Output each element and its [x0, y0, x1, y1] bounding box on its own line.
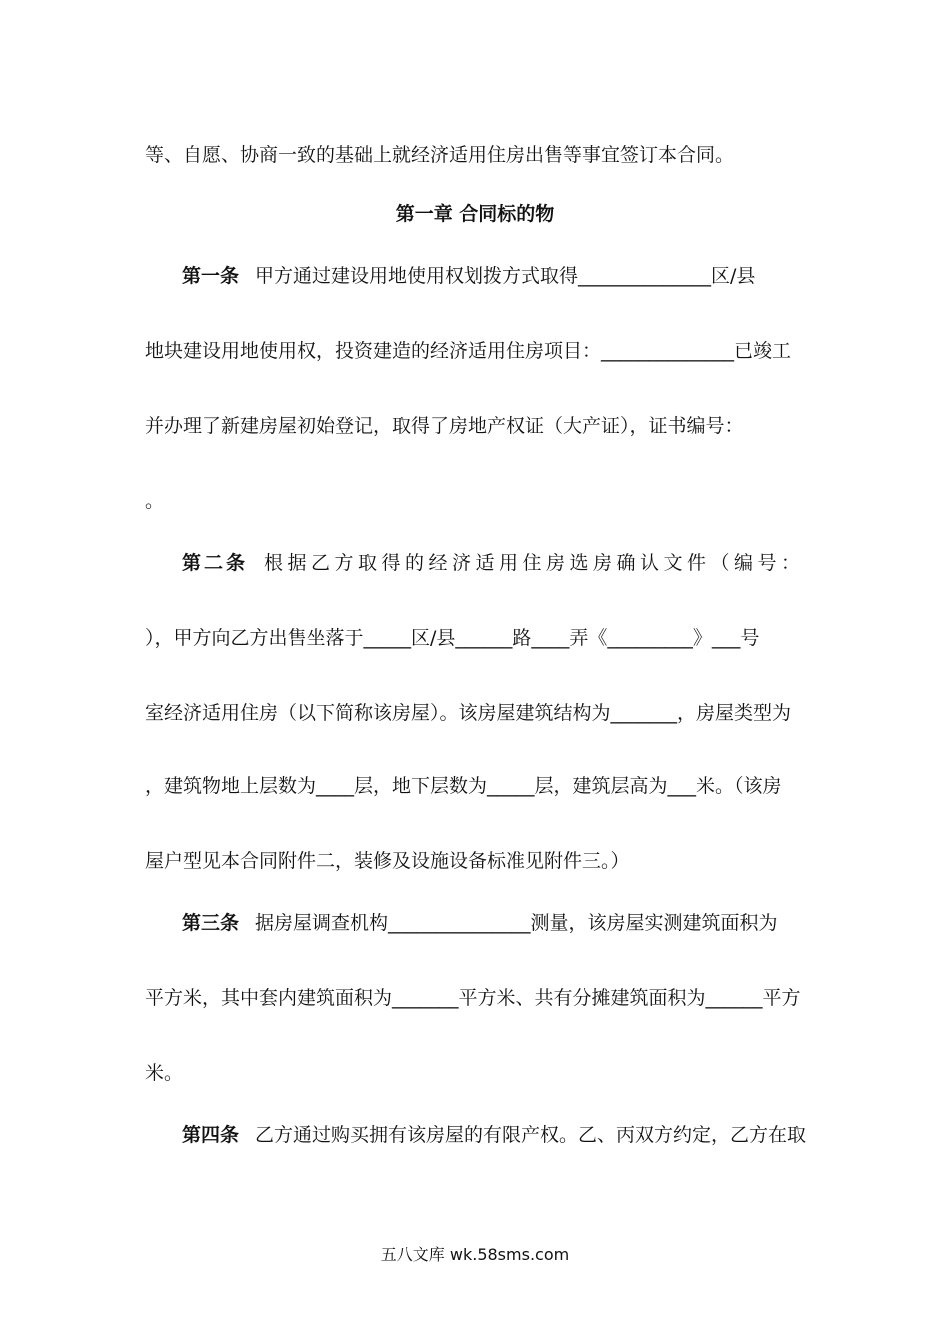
article-3-line-3: 米。	[145, 1062, 184, 1084]
article-2-line-5: 屋户型见本合同附件二，装修及设施设备标准见附件三。）	[145, 850, 630, 872]
article-4-text-1: 乙方通过购买拥有该房屋的有限产权。乙、丙双方约定，乙方在取	[255, 1124, 807, 1146]
page-footer: 五八文库 wk.58sms.com	[380, 1245, 570, 1264]
article-2-line-4: ，建筑物地上层数为____层，地下层数为_____层，建筑层高为___米。（该房	[145, 775, 782, 797]
article-1-line-2: 地块建设用地使用权，投资建造的经济适用住房项目：______________已竣工	[145, 340, 792, 362]
article-1-line-1	[182, 263, 810, 289]
article-3-label: 第三条	[182, 912, 240, 934]
article-4-label: 第四条	[182, 1124, 240, 1146]
article-1-line-4: 。	[145, 490, 165, 512]
article-2-line-3: 室经济适用住房（以下简称该房屋）。该房屋建筑结构为_______，房屋类型为	[145, 702, 792, 724]
article-4-line-1	[182, 1122, 810, 1148]
article-1-text-1: 甲方通过建设用地使用权划拨方式取得______________区/县	[255, 265, 756, 287]
article-3-text-1: 据房屋调查机构_______________测量，该房屋实测建筑面积为	[255, 912, 778, 934]
article-2-line-2: ），甲方向乙方出售坐落于_____区/县______路____弄《_________》___号	[145, 627, 760, 649]
article-2-label: 第二条	[182, 552, 249, 574]
article-2-text-1: 根据乙方取得的经济适用住房选房确认文件（编号：	[264, 552, 805, 574]
paragraph-line: 等、自愿、协商一致的基础上就经济适用住房出售等事宜签订本合同。	[145, 144, 735, 166]
article-2-line-1	[182, 550, 810, 576]
article-1-label: 第一条	[182, 265, 240, 287]
article-3-line-2: 平方米，其中套内建筑面积为_______平方米、共有分摊建筑面积为______平方	[145, 987, 801, 1009]
article-1-line-3: 并办理了新建房屋初始登记，取得了房地产权证（大产证），证书编号：	[145, 415, 744, 437]
chapter-heading: 第一章 合同标的物	[395, 203, 555, 225]
article-3-line-1	[182, 910, 810, 936]
